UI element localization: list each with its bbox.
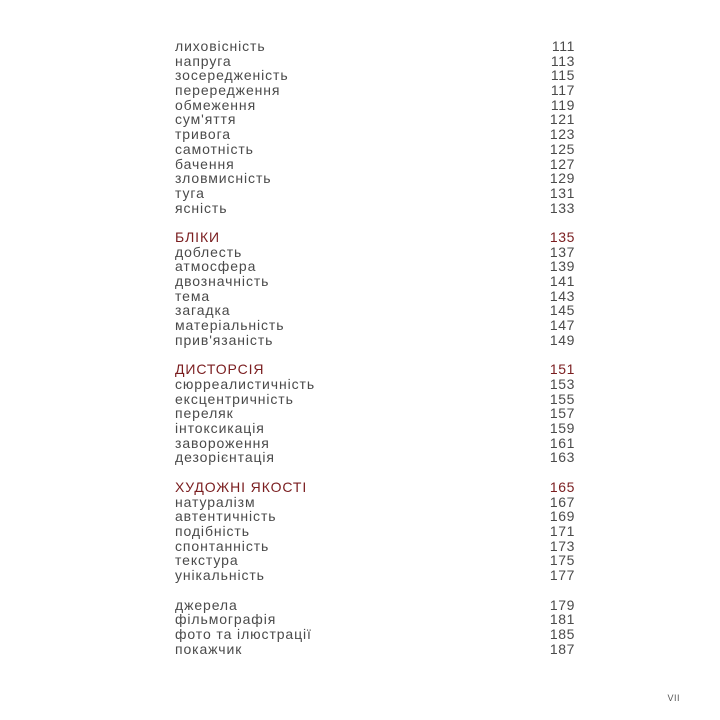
toc-entry	[175, 186, 575, 201]
section-heading-page-number: 165	[549, 478, 575, 495]
toc-entry	[175, 539, 575, 554]
toc-section	[175, 362, 575, 465]
toc-section	[175, 598, 575, 657]
toc-entry-title: матеріальність	[175, 317, 285, 334]
toc-entry-page-number: 187	[549, 640, 575, 657]
toc-entry-page-number: 177	[549, 567, 575, 584]
toc-entry-page-number: 149	[549, 331, 575, 348]
section-heading-title: БЛІКИ	[175, 229, 220, 246]
toc-entry	[175, 54, 575, 69]
toc-entry-title: фільмографія	[175, 611, 277, 628]
toc-entry-page-number: 145	[549, 302, 575, 319]
toc-entry	[175, 201, 575, 216]
toc-entry-page-number: 117	[550, 82, 575, 99]
toc-entry	[175, 421, 575, 436]
toc-entry	[175, 642, 575, 657]
table-of-contents	[175, 39, 575, 671]
section-heading	[175, 230, 575, 245]
toc-entry	[175, 553, 575, 568]
toc-entry-page-number: 157	[549, 405, 575, 422]
toc-entry-page-number: 141	[549, 273, 575, 290]
toc-entry-title: завороження	[175, 434, 270, 451]
toc-entry-page-number: 143	[549, 287, 575, 304]
toc-entry-page-number: 137	[549, 243, 575, 260]
toc-entry	[175, 450, 575, 465]
toc-entry-title: сюрреалистичність	[175, 376, 316, 393]
toc-entry-title: джерела	[175, 596, 238, 613]
toc-entry-page-number: 169	[549, 508, 575, 525]
toc-entry	[175, 333, 575, 348]
toc-entry	[175, 392, 575, 407]
toc-entry	[175, 142, 575, 157]
toc-entry	[175, 318, 575, 333]
toc-entry-page-number: 173	[549, 537, 575, 554]
page-number: VII	[667, 693, 680, 703]
toc-entry-title: бачення	[175, 155, 235, 172]
toc-entry	[175, 157, 575, 172]
section-heading-page-number: 135	[549, 229, 575, 246]
toc-entry	[175, 524, 575, 539]
toc-entry-title: інтоксикація	[175, 420, 265, 437]
toc-entry	[175, 568, 575, 583]
toc-entry	[175, 83, 575, 98]
toc-entry-title: двозначність	[175, 273, 270, 290]
toc-entry-title: покажчик	[175, 640, 243, 657]
toc-entry-page-number: 185	[549, 625, 575, 642]
toc-entry-title: доблесть	[175, 243, 243, 260]
toc-entry-title: самотність	[175, 140, 254, 157]
toc-entry-page-number: 133	[549, 199, 575, 216]
toc-entry-page-number: 167	[549, 493, 575, 510]
toc-entry-page-number: 147	[549, 317, 575, 334]
toc-entry-page-number: 171	[549, 523, 575, 540]
toc-entry-page-number: 179	[549, 596, 575, 613]
section-heading	[175, 480, 575, 495]
toc-entry-title: дезорієнтація	[175, 449, 275, 466]
toc-entry-page-number: 153	[549, 376, 575, 393]
toc-entry-title: сум'яття	[175, 111, 237, 128]
toc-entry	[175, 627, 575, 642]
toc-entry	[175, 259, 575, 274]
toc-entry-title: фото та ілюстрації	[175, 625, 312, 642]
toc-entry-title: тема	[175, 287, 211, 304]
toc-entry-page-number: 125	[549, 140, 575, 157]
toc-entry-title: обмеження	[175, 96, 257, 113]
toc-entry	[175, 436, 575, 451]
toc-entry-page-number: 129	[549, 170, 575, 187]
section-heading-title: ДИСТОРСІЯ	[175, 361, 265, 378]
toc-entry-title: туга	[175, 184, 205, 201]
toc-entry-page-number: 127	[549, 155, 575, 172]
toc-entry-title: ексцентричність	[175, 390, 294, 407]
toc-entry-title: атмосфера	[175, 258, 257, 275]
toc-entry-title: прив'язаність	[175, 331, 274, 348]
section-heading-page-number: 151	[549, 361, 575, 378]
toc-entry-title: напруга	[175, 52, 232, 69]
toc-entry	[175, 406, 575, 421]
toc-entry-page-number: 175	[549, 552, 575, 569]
toc-entry-title: унікальність	[175, 567, 265, 584]
toc-entry-title: спонтанність	[175, 537, 270, 554]
toc-entry-page-number: 115	[550, 67, 575, 84]
toc-entry-page-number: 113	[550, 52, 575, 69]
section-heading	[175, 362, 575, 377]
section-heading-title: ХУДОЖНІ ЯКОСТІ	[175, 478, 308, 495]
toc-entry-page-number: 155	[549, 390, 575, 407]
toc-entry	[175, 377, 575, 392]
toc-entry-title: перередження	[175, 82, 281, 99]
toc-entry	[175, 612, 575, 627]
toc-entry-title: автентичність	[175, 508, 277, 525]
toc-entry-page-number: 159	[549, 420, 575, 437]
toc-entry-page-number: 123	[549, 126, 575, 143]
toc-entry	[175, 598, 575, 613]
toc-entry	[175, 39, 575, 54]
toc-entry	[175, 98, 575, 113]
toc-entry-title: зосередженість	[175, 67, 289, 84]
toc-entry	[175, 303, 575, 318]
toc-entry	[175, 495, 575, 510]
toc-entry	[175, 112, 575, 127]
toc-entry-title: зловмисність	[175, 170, 272, 187]
toc-entry-page-number: 119	[550, 96, 575, 113]
toc-entry-title: текстура	[175, 552, 239, 569]
toc-entry	[175, 68, 575, 83]
toc-entry-page-number: 163	[549, 449, 575, 466]
toc-entry-page-number: 121	[549, 111, 575, 128]
toc-entry-title: натуралізм	[175, 493, 256, 510]
toc-entry-title: тривога	[175, 126, 231, 143]
toc-entry	[175, 509, 575, 524]
toc-entry	[175, 127, 575, 142]
toc-entry-page-number: 131	[549, 184, 575, 201]
toc-entry	[175, 289, 575, 304]
toc-entry-title: подібність	[175, 523, 250, 540]
toc-entry-page-number: 139	[549, 258, 575, 275]
toc-entry-page-number: 111	[551, 38, 575, 54]
toc-entry	[175, 171, 575, 186]
toc-entry-title: загадка	[175, 302, 231, 319]
toc-section	[175, 230, 575, 348]
toc-section	[175, 39, 575, 215]
toc-entry-page-number: 181	[549, 611, 575, 628]
toc-entry-page-number: 161	[549, 434, 575, 451]
toc-entry	[175, 245, 575, 260]
toc-entry	[175, 274, 575, 289]
toc-entry-title: ясність	[175, 199, 228, 216]
toc-entry-title: лиховісність	[175, 38, 266, 54]
toc-section	[175, 480, 575, 583]
toc-entry-title: переляк	[175, 405, 234, 422]
